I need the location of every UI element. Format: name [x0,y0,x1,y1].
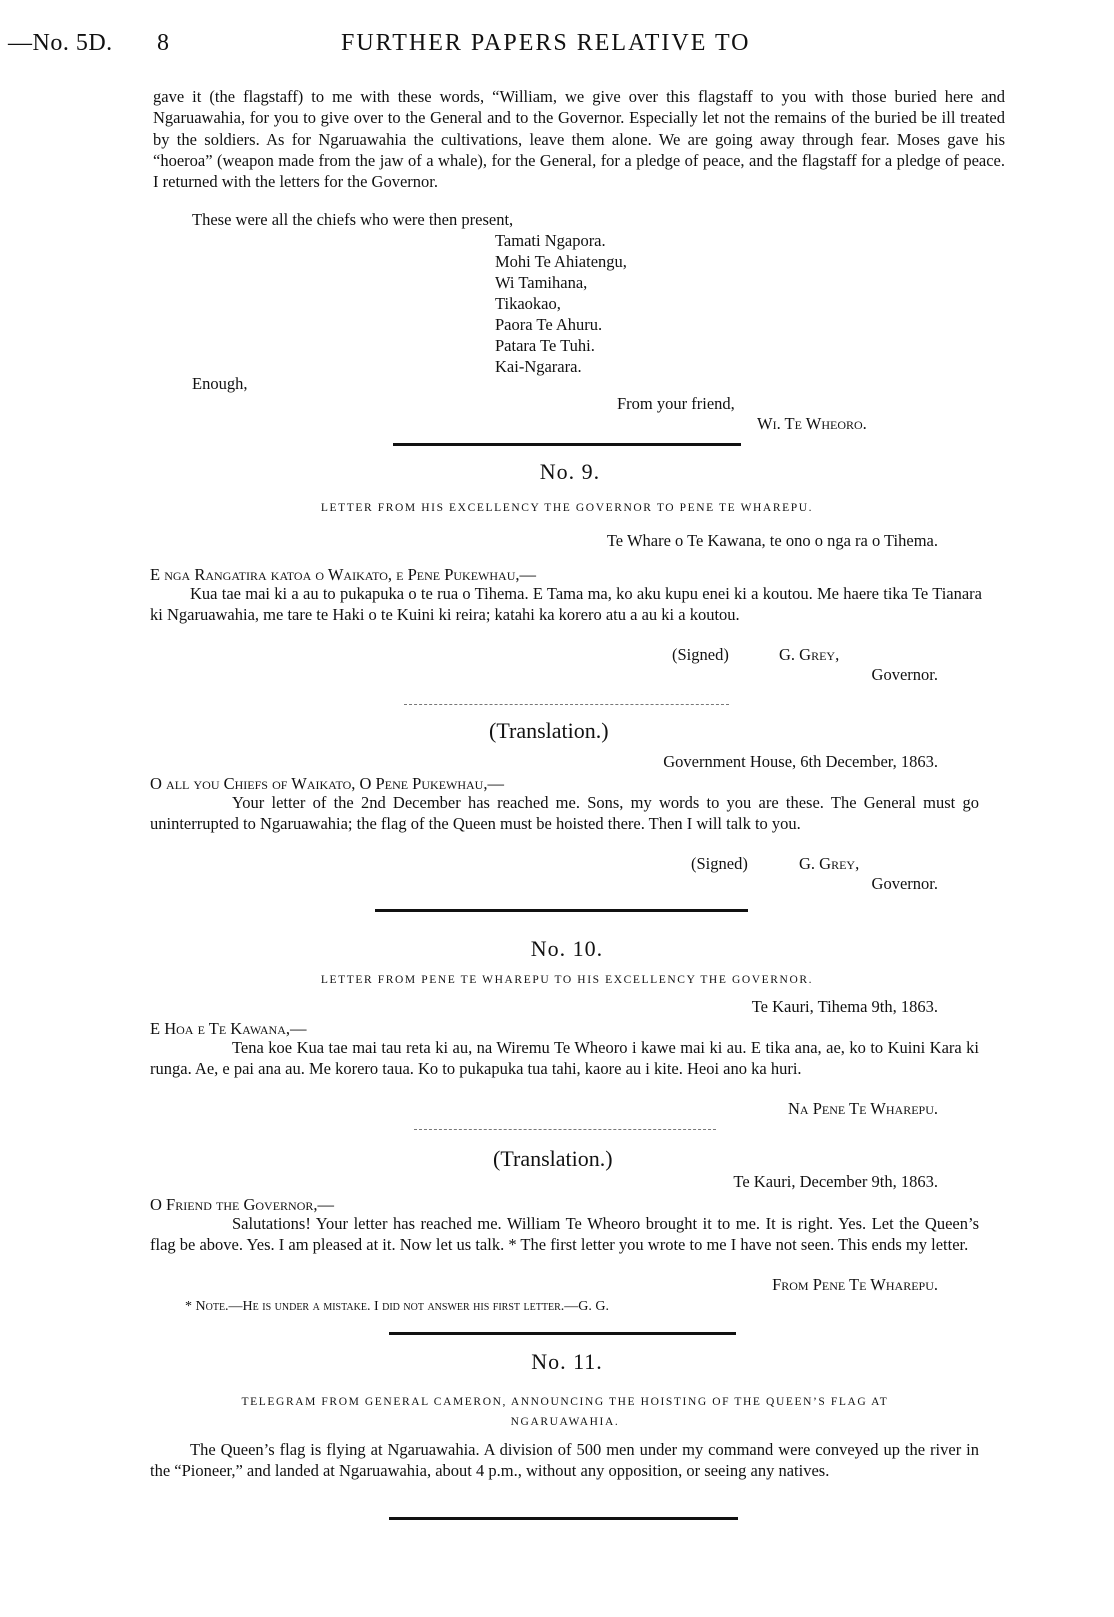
no11-body: The Queen’s flag is flying at Ngaruawahia. A division of 500 men under my command were conveyed up the river in the “Pioneer,” and landed at Ngaruawahia, about 4 p.m., without any opposition, or seeing any natives. [150,1440,979,1481]
no9-subtitle: LETTER FROM HIS EXCELLENCY THE GOVERNOR TO PENE TE WHAREPU. [320,502,814,514]
no9-heading: No. 9. [539,459,601,484]
no10-heading: No. 10. [530,936,604,961]
no9-translation-signer: G. Grey, [799,854,860,873]
no9-signer: G. Grey, [779,645,840,664]
no10-translation-salutation: O Friend the Governor,— [150,1195,334,1214]
page-title: FURTHER PAPERS RELATIVE TO [341,30,751,56]
no10-translation-place-date: Te Kauri, December 9th, 1863. [733,1172,938,1191]
continuation-letter [153,86,1005,192]
divider [414,1129,716,1130]
section-rule [375,909,748,912]
chief-name: Paora Te Ahuru. [495,315,603,334]
document-number: —No. 5D. [8,30,113,56]
no9-salutation: E nga Rangatira katoa o Waikato, e Pene Pukewhau,— [150,565,536,584]
no9-translation-body: Your letter of the 2nd December has reached me. Sons, my words to you are these. The General must go uninterrupted to Ngaruawahia; the flag of the Queen must be hoisted there. Then I will talk to you. [150,793,979,834]
no9-translation-role: Governor. [871,874,938,893]
no9-translation-heading: (Translation.) [489,718,609,743]
no9-translation-salutation: O all you Chiefs of Waikato, O Pene Pukewhau,— [150,774,504,793]
no10-body: Tena koe Kua tae mai tau reta ki au, na Wiremu Te Wheoro i kawe mai ki au. E tika ana, ae, ko to Kuini Kara ki runga. Ae, e pai ana au. Me korero taua. Ko to pukapuka tua tahi, kaore au i kite. Heoi ano ka huri. [150,1038,979,1079]
no9-body: Kua tae mai ki a au to pukapuka o te rua o Tihema. E Tama ma, ko aku kupu enei ki a koutou. Me haere tika Te Tianara ki Ngaruawahia, me tare te Haki o te Kuini ki reira; katahi ka korero atu a au ki a koutou. [150,584,982,625]
no9-letter [150,583,982,626]
no10-subtitle: LETTER FROM PENE TE WHAREPU TO HIS EXCELLENCY THE GOVERNOR. [320,974,814,986]
signature: Wi. Te Wheoro. [757,414,867,433]
no9-translation-place-date: Government House, 6th December, 1863. [663,752,938,771]
from-friend: From your friend, [617,394,735,413]
page-number: 8 [157,30,170,56]
no10-letter [150,1037,979,1080]
no10-place-date: Te Kauri, Tihema 9th, 1863. [751,997,938,1016]
chief-name: Mohi Te Ahiatengu, [495,252,627,271]
chief-name: Tikaokao, [495,294,561,313]
no9-role: Governor. [871,665,938,684]
divider [404,704,729,705]
chief-name: Kai-Ngarara. [495,357,582,376]
continuation-paragraph: gave it (the flagstaff) to me with these words, “William, we give over this flagstaff to you with those buried here and Ngaruawahia, for you to give over to the General and to the Governor. Especially let not the remains of the buried be ill treated by the soldiers. As for Ngaruawahia the cultivations, leave them alone. We are going away through fear. Moses gave his “hoeroa” (weapon made from the jaw of a whale), for the General, for a pledge of peace, and the flagstaff for a pledge of peace. I returned with the letters for the Governor. [153,87,1005,192]
no10-translation-letter [150,1213,979,1256]
no10-translation-signer: From Pene Te Wharepu. [772,1275,938,1294]
section-rule [389,1517,738,1520]
no9-place-date: Te Whare o Te Kawana, te ono o nga ra o Tihema. [606,531,938,550]
section-rule [393,443,741,446]
closing-text: Enough, [192,374,248,393]
no10-translation-body: Salutations! Your letter has reached me. William Te Wheoro brought it to me. It is right. Yes. Let the Queen’s flag be above. Yes. I am pleased at it. Now let us talk. * The first letter you wrote to me I have not seen. This ends my letter. [150,1214,979,1255]
no11-heading: No. 11. [531,1349,603,1374]
no9-signed: (Signed) [672,645,729,664]
chief-name: Patara Te Tuhi. [495,336,595,355]
no10-translation-heading: (Translation.) [493,1146,613,1171]
chiefs-list [495,230,627,377]
no10-signer: Na Pene Te Wharepu. [788,1099,938,1118]
footnote: * Note.—He is under a mistake. I did not answer his first letter.—G. G. [185,1299,609,1314]
no11-telegram [150,1439,979,1482]
no10-salutation: E Hoa e Te Kawana,— [150,1019,307,1038]
no11-subtitle: TELEGRAM FROM GENERAL CAMERON, ANNOUNCING THE HOISTING OF THE QUEEN’S FLAG AT NGARUAWAHIA. [241,1396,889,1428]
chiefs-intro: These were all the chiefs who were then present, [192,210,514,229]
section-rule [389,1332,736,1335]
chief-name: Tamati Ngapora. [495,231,606,250]
no9-translation-signed: (Signed) [691,854,748,873]
no9-translation-letter [150,792,979,835]
chief-name: Wi Tamihana, [495,273,588,292]
